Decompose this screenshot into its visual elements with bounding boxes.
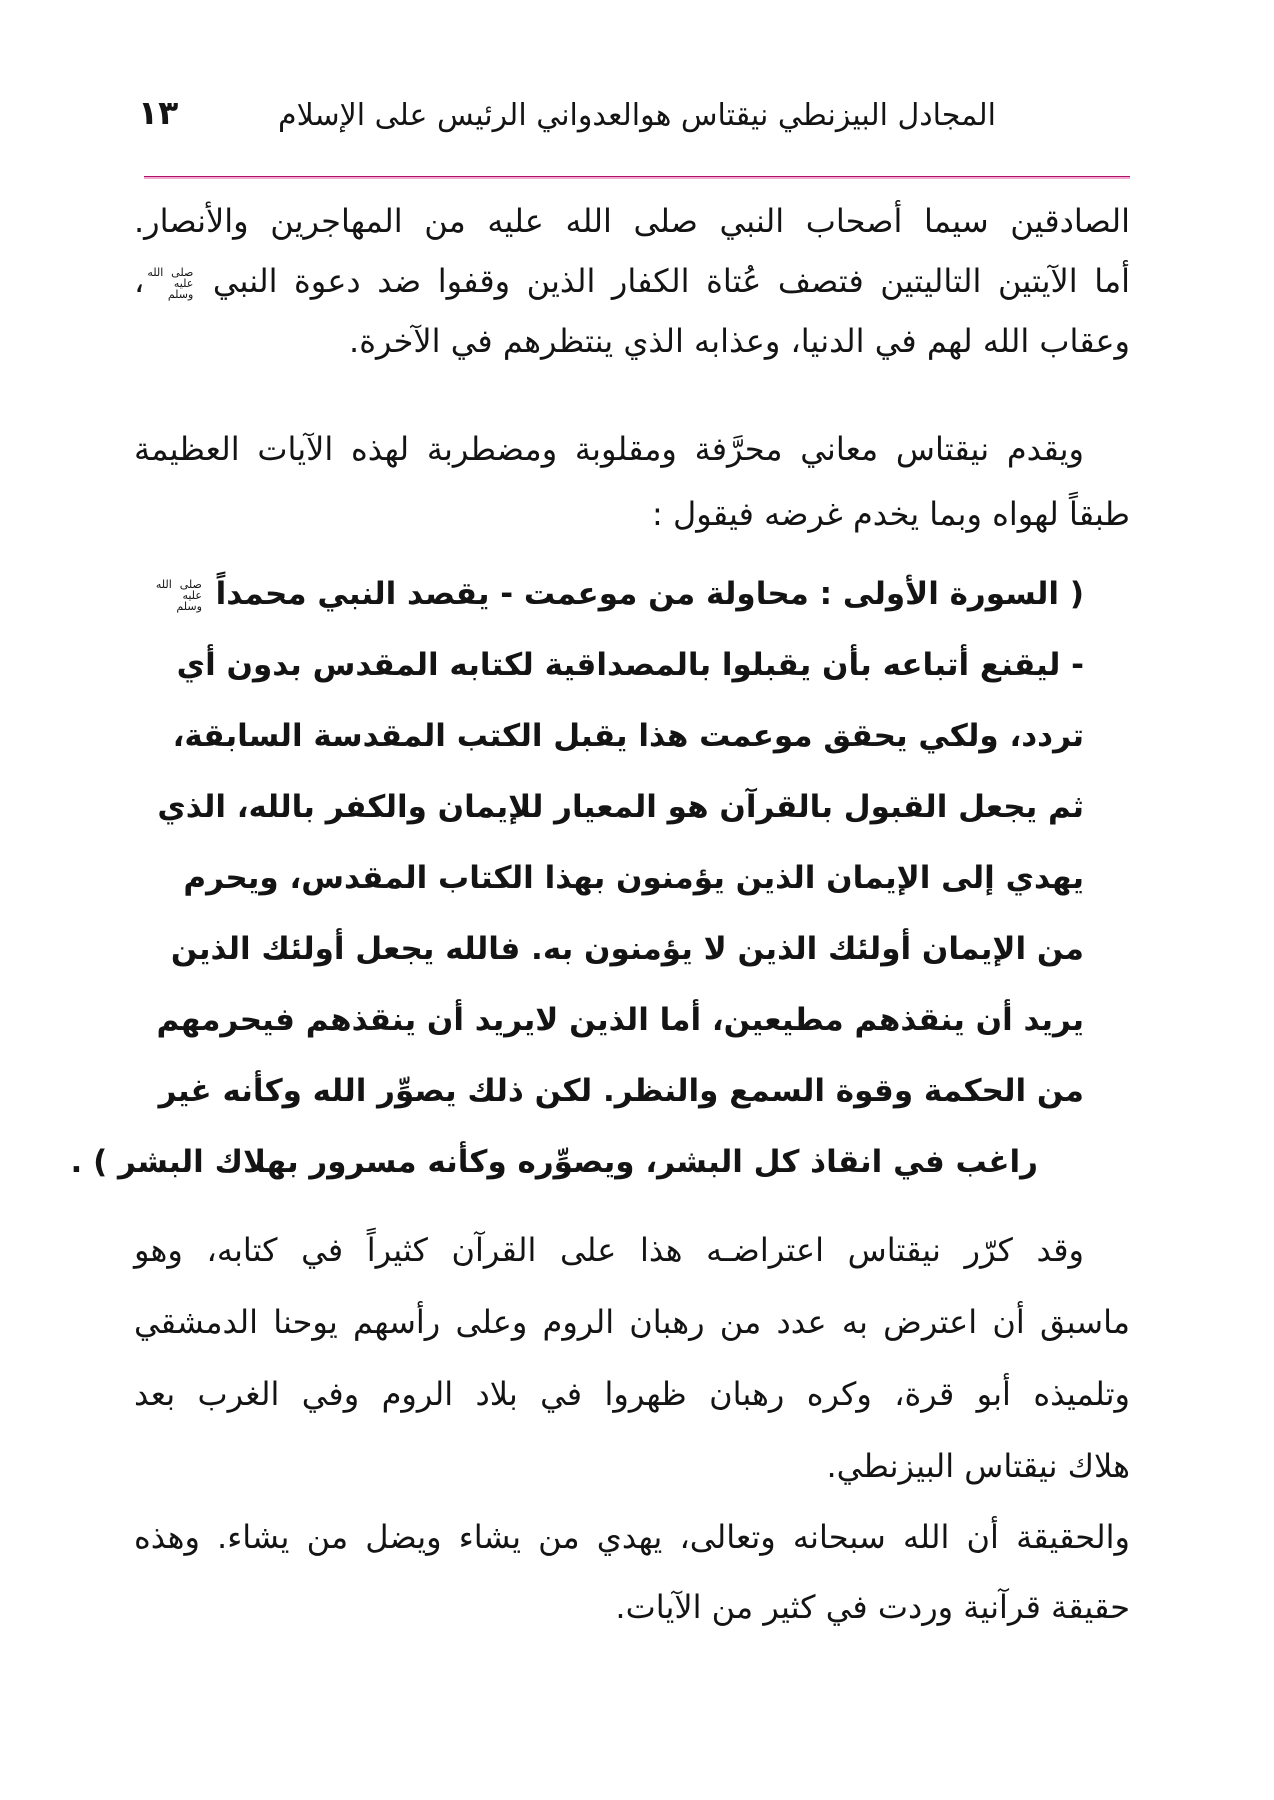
text-line: تردد، ولكي يحقق موعمت هذا يقبل الكتب المقدسة السابقة، [172,718,1084,754]
paragraph-closing [134,1502,1130,1642]
running-title: المجادل البيزنطي نيقتاس هوالعدواني الرئيس على الإسلام [278,98,996,133]
text-line: هلاك نيقتاس البيزنطي. [826,1447,1130,1485]
text-line: من الحكمة وقوة السمع والنظر. لكن ذلك يصوِّر الله وكأنه غير [158,1073,1084,1109]
text-line: ويقدم نيقتاس معاني محرَّفة ومقلوبة ومضطربة لهذه الآيات العظيمة [134,430,1084,468]
header-rule [144,176,1130,179]
body-text [70,181,1130,1642]
text-line: الصادقين سيما أصحاب النبي صلى الله عليه من المهاجرين والأنصار. [134,202,1130,240]
text-line: والحقيقة أن الله سبحانه وتعالى، يهدي من يشاء ويضل من يشاء. وهذه [134,1518,1130,1556]
paragraph-commentary [134,1214,1130,1502]
text-line: من الإيمان أولئك الذين لا يؤمنون به. فالله يجعل أولئك الذين [170,931,1084,967]
page-header [0,0,1274,176]
text-line: ماسبق أن اعترض به عدد من رهبان الروم وعلى رأسهم يوحنا الدمشقي [134,1303,1130,1341]
paragraph-intro [134,191,1130,371]
text-line: يريد أن ينقذهم مطيعين، أما الذين لايريد أن ينقذهم فيحرمهم [156,1002,1084,1038]
text-line: راغب في انقاذ كل البشر، ويصوِّره وكأنه مسرور بهلاك البشر ) . [70,1144,1038,1180]
text-line: وتلميذه أبو قرة، وكره رهبان ظهروا في بلاد الروم وفي الغرب بعد [134,1375,1130,1413]
text-line: طبقاً لهواه وبما يخدم غرضه فيقول : [652,495,1130,533]
paragraph-quote [70,559,1130,1198]
text-line: وقد كرّر نيقتاس اعتراضـه هذا على القرآن كثيراً في كتابه، وهو [134,1231,1084,1269]
text-line: وعقاب الله لهم في الدنيا، وعذابه الذي ينتظرهم في الآخرة. [349,322,1130,360]
paragraph-lead [134,417,1130,547]
text-line: حقيقة قرآنية وردت في كثير من الآيات. [615,1588,1130,1626]
prophet-salutation-mark: صلى الله عليه وسلم [147,265,194,301]
text-line: أما الآيتين التاليتين فتصف عُتاة الكفار الذين وقفوا ضد دعوة النبي صلى الله عليه وسلم، [134,262,1130,301]
prophet-salutation-mark: صلى الله عليه وسلم [155,578,202,613]
text-line: - ليقنع أتباعه بأن يقبلوا بالمصداقية لكتابه المقدس بدون أي [176,647,1084,683]
text-line: يهدي إلى الإيمان الذين يؤمنون بهذا الكتاب المقدس، ويحرم [183,860,1084,896]
page-number: ١٣ [138,93,179,132]
text-line: ثم يجعل القبول بالقرآن هو المعيار للإيمان والكفر بالله، الذي [157,789,1084,825]
text-line: ( السورة الأولى : محاولة من موعمت - يقصد النبي محمداً صلى الله عليه وسلم [155,576,1084,613]
